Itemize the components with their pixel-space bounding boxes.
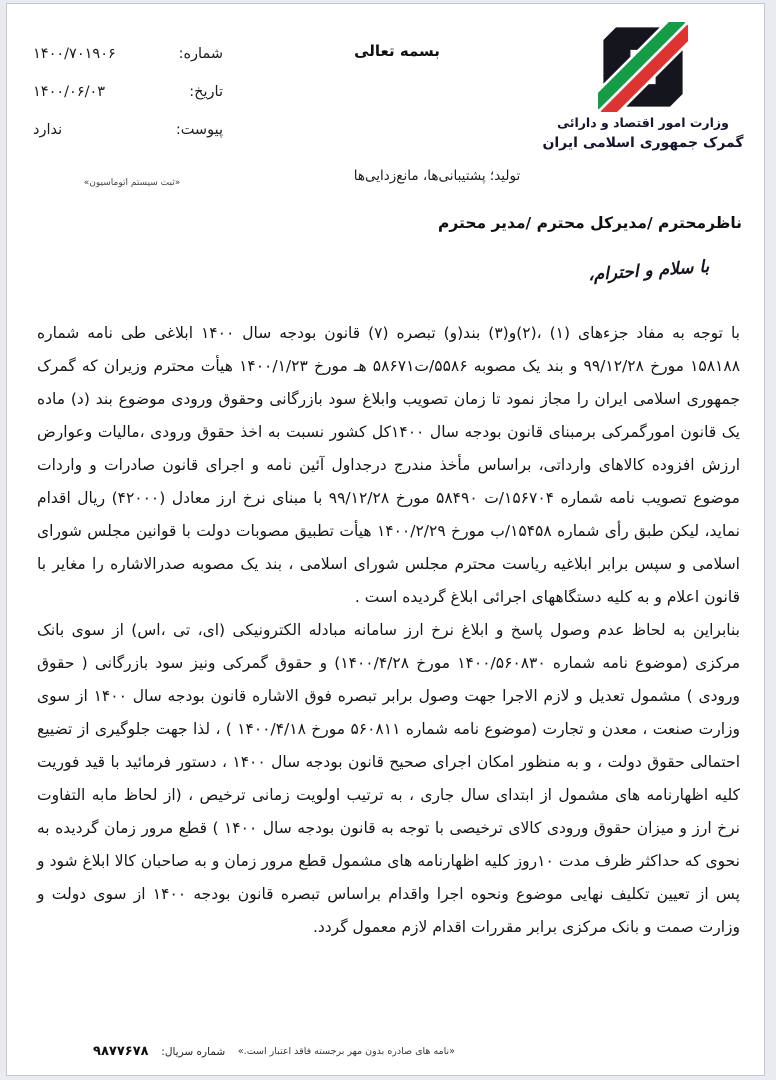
date-label: تاریخ: xyxy=(189,84,223,100)
date-value: ۱۴۰۰/۰۶/۰۳ xyxy=(33,84,106,100)
attachment-value: ندارد xyxy=(33,122,63,138)
attachment-label: پیوست: xyxy=(175,122,223,138)
recipient-line: ناظرمحترم /مدیرکل محترم /مدیر محترم xyxy=(438,214,742,232)
attachment-row xyxy=(33,122,223,138)
letterhead xyxy=(536,22,750,151)
number-value: ۱۴۰۰/۷۰۱۹۰۶ xyxy=(33,46,116,62)
year-slogan: تولید؛ پشتیبانی‌ها، مانع‌زدایی‌ها xyxy=(353,168,521,184)
letter-body xyxy=(37,317,740,944)
validity-note: «نامه های صادره بدون مهر برجسته فاقد اعتبار است.» xyxy=(237,1046,455,1057)
ministry-name: وزارت امور اقتصاد و دارائی xyxy=(557,115,729,130)
body-paragraph-1: با توجه به مفاد جزءهای (۱) ،(۲)و(۳) بند(و) تبصره (۷) قانون بودجه سال ۱۴۰۰ ابلاغی طی نامه شماره ۱۵۸۱۸۸ مورخ ۹۹/۱۲/۲۸ و بند یک مصوبه ۵۵۸۶/ت۵۸۶۷۱ هـ مورخ ۱۴۰۰/۱/۲۳ هیأت محترم وزیران که گمرک جمهوری اسلامی ایران را مجاز نمود تا زمان تصویب وابلاغ سود بازرگانی وحقوق ورودی موضوع بند (د) ماده یک قانون امورگمرکی برمبنای قانون بودجه سال ۱۴۰۰کل کشور نسبت به اخذ حقوق ورودی ،مالیات وعوارض ارزش افزوده کالاهای وارداتی، براساس مأخذ مندرج درجداول آئین نامه و اجرای قانون صادرات و واردات موضوع تصویب نامه شماره ۱۵۶۷۰۴/ت ۵۸۴۹۰ مورخ ۹۹/۱۲/۲۸ با مبنای نرخ ارز معادل (۴۲۰۰۰) ریال اقدام نماید، لیکن طبق رأی شماره ۱۵۴۵۸/ب مورخ ۱۴۰۰/۲/۲۹ هیأت تطبیق مصوبات دولت با قوانین مجلس شورای اسلامی و سپس برابر ابلاغیه ریاست محترم مجلس شورای اسلامی ، بند یک مصوبه صدرالاشاره را مغایر با قانون اعلام و به کلیه دستگاههای اجرائی ابلاغ گردیده است . xyxy=(37,324,741,606)
serial-label: شماره سریال: xyxy=(161,1045,226,1058)
letter-footer xyxy=(93,1044,455,1059)
customs-logo-icon xyxy=(598,22,688,112)
body-paragraph-2: بنابراین به لحاظ عدم وصول پاسخ و ابلاغ نرخ ارز سامانه مبادله الکترونیکی (ای، تی ،اس) از سوی بانک مرکزی (موضوع نامه شماره ۱۴۰۰/۵۶۰۸۳۰ مورخ ۱۴۰۰/۴/۲۸) و حقوق گمرکی ونیز سود بازرگانی ( حقوق ورودی ) مشمول تعدیل و لازم الاجرا جهت وصول برابر تبصره فوق الاشاره قانون بودجه سال ۱۴۰۰ از سوی وزارت صنعت ، معدن و تجارت (موضوع نامه شماره ۵۶۰۸۱۱ مورخ ۱۴۰۰/۴/۱۸ ) ، لذا جهت جلوگیری از تضییع احتمالی حقوق دولت ، و به منظور امکان اجرای صحیح قانون بودجه سال ۱۴۰۰ ، دستور فرمائید با قید فوریت کلیه اظهارنامه های مشمول از ابتدای سال جاری ، به ترتیب اولویت زمانی ترخیص ، (از لحاظ مابه التفاوت نرخ ارز و میزان حقوق ورودی کالای ترخیصی با توجه به قانون بودجه سال ۱۴۰۰ ) قطع مرور زمان گردیده به نحوی که حداکثر ظرف مدت ۱۰روز کلیه اظهارنامه های مشمول قطع مرور زمان و به صاحبان کالا ابلاغ شود و پس از تعیین تکلیف نهایی موضوع ونحوه اجرا واقدام براساس تبصره قانون بودجه ۱۴۰۰ از سوی دولت و وزارت صمت و بانک مرکزی برابر مقررات اقدام لازم معمول گردد. xyxy=(37,621,741,936)
number-label: شماره: xyxy=(178,46,223,62)
letter-meta xyxy=(33,46,223,160)
organization-name: گمرک جمهوری اسلامی ایران xyxy=(542,135,744,151)
besmele: بسمه تعالی xyxy=(354,42,440,60)
serial-value: ۹۸۷۷۶۷۸ xyxy=(93,1044,149,1059)
customs-logo xyxy=(598,22,688,112)
automation-note: «ثبت سیستم اتوماسیون» xyxy=(83,178,181,188)
letter-date-row xyxy=(33,84,223,100)
handwritten-greeting: با سلام و احترام، xyxy=(587,256,710,286)
letter-page xyxy=(6,3,765,1076)
letter-number-row xyxy=(33,46,223,62)
